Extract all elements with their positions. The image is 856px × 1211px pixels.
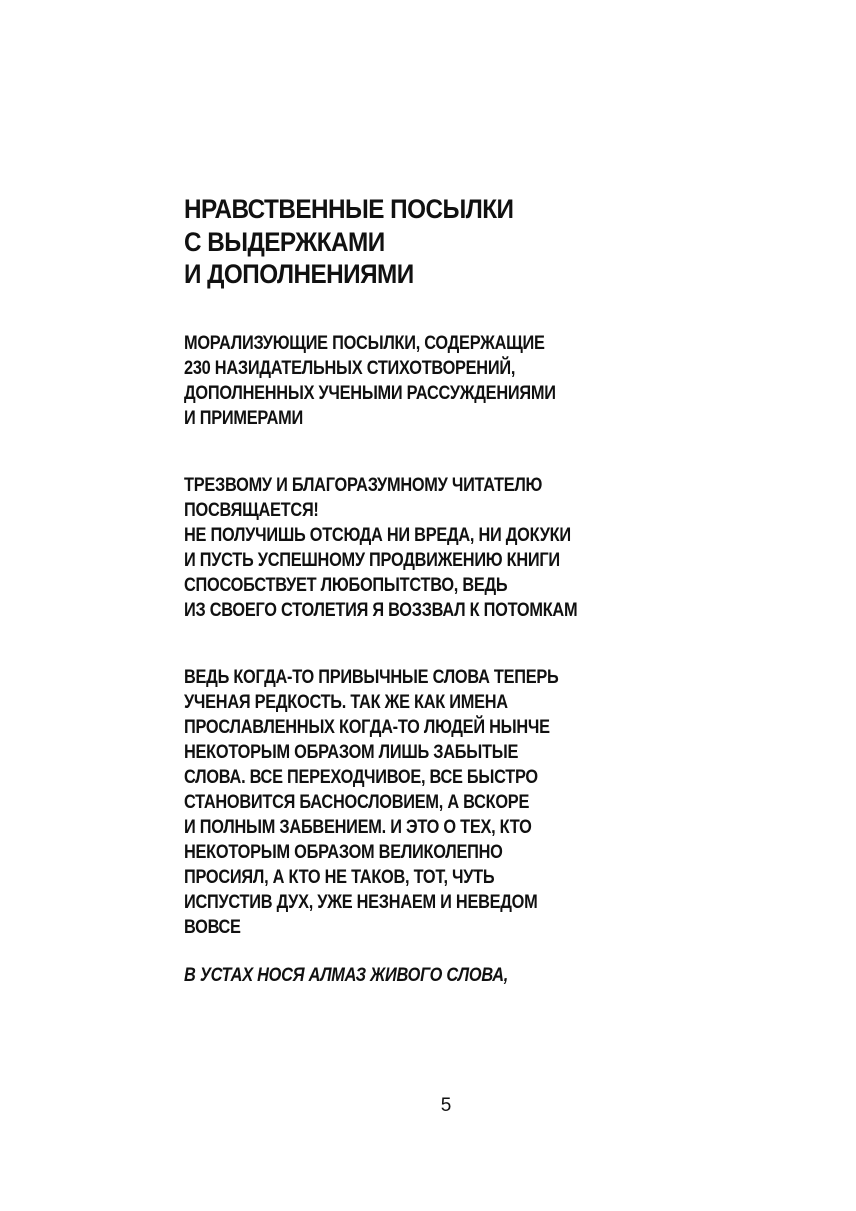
body-line: ВОВСЕ <box>184 917 241 938</box>
title-line: НРАВСТВЕННЫЕ ПОСЫЛКИ <box>184 194 514 224</box>
dedication-line: ИЗ СВОЕГО СТОЛЕТИЯ Я ВОЗЗВАЛ К ПОТОМКАМ <box>184 600 578 621</box>
body-line: НЕКОТОРЫМ ОБРАЗОМ ЛИШЬ ЗАБЫТЫЕ <box>184 742 519 763</box>
subtitle-line: 230 НАЗИДАТЕЛЬНЫХ СТИХОТВОРЕНИЙ, <box>184 358 516 379</box>
subtitle-line: И ПРИМЕРАМИ <box>184 408 303 429</box>
body-line: И ПОЛНЫМ ЗАБВЕНИЕМ. И ЭТО О ТЕХ, КТО <box>184 817 532 838</box>
body-line: НЕКОТОРЫМ ОБРАЗОМ ВЕЛИКОЛЕПНО <box>184 842 503 863</box>
body-line: ПРОСЛАВЛЕННЫХ КОГДА-ТО ЛЮДЕЙ НЫНЧЕ <box>184 717 550 738</box>
page-number: 5 <box>440 1095 452 1116</box>
body-line: СЛОВА. ВСЕ ПЕРЕХОДЧИВОЕ, ВСЕ БЫСТРО <box>184 767 538 788</box>
body-paragraph <box>184 665 559 940</box>
title-line: И ДОПОЛНЕНИЯМИ <box>184 259 414 289</box>
verse-quote: В УСТАХ НОСЯ АЛМАЗ ЖИВОГО СЛОВА, <box>184 965 509 986</box>
body-line: ПРОСИЯЛ, А КТО НЕ ТАКОВ, ТОТ, ЧУТЬ <box>184 867 495 888</box>
body-line: ВЕДЬ КОГДА-ТО ПРИВЫЧНЫЕ СЛОВА ТЕПЕРЬ <box>184 667 559 688</box>
dedication-line: НЕ ПОЛУЧИШЬ ОТСЮДА НИ ВРЕДА, НИ ДОКУКИ <box>184 525 571 546</box>
subtitle-paragraph <box>184 331 556 431</box>
body-line: УЧЕНАЯ РЕДКОСТЬ. ТАК ЖЕ КАК ИМЕНА <box>184 692 508 713</box>
body-line: СТАНОВИТСЯ БАСНОСЛОВИЕМ, А ВСКОРЕ <box>184 792 530 813</box>
body-line: ИСПУСТИВ ДУХ, УЖЕ НЕЗНАЕМ И НЕВЕДОМ <box>184 892 538 913</box>
page-title <box>184 193 513 291</box>
subtitle-line: МОРАЛИЗУЮЩИЕ ПОСЫЛКИ, СОДЕРЖАЩИЕ <box>184 333 545 354</box>
dedication-line: СПОСОБСТВУЕТ ЛЮБОПЫТСТВО, ВЕДЬ <box>184 575 508 596</box>
subtitle-line: ДОПОЛНЕННЫХ УЧЕНЫМИ РАССУЖДЕНИЯМИ <box>184 383 556 404</box>
dedication-paragraph <box>184 473 577 623</box>
dedication-line: ТРЕЗВОМУ И БЛАГОРАЗУМНОМУ ЧИТАТЕЛЮ <box>184 475 543 496</box>
dedication-line: ПОСВЯЩАЕТСЯ! <box>184 500 319 521</box>
dedication-line: И ПУСТЬ УСПЕШНОМУ ПРОДВИЖЕНИЮ КНИГИ <box>184 550 560 571</box>
title-line: С ВЫДЕРЖКАМИ <box>184 226 385 257</box>
